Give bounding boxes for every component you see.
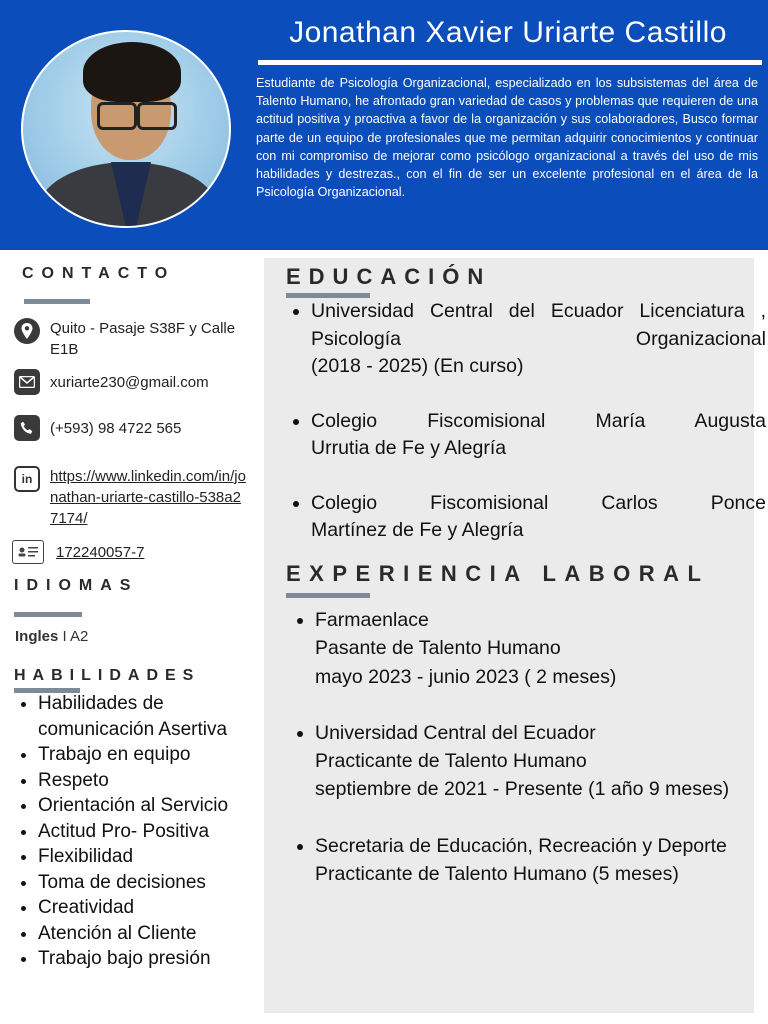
list-item: • Orientación al Servicio	[38, 793, 278, 819]
photo-glasses-left	[97, 102, 137, 130]
education-list	[290, 298, 766, 572]
list-item	[315, 606, 765, 691]
header-banner	[0, 0, 768, 250]
phone-icon	[14, 415, 40, 441]
experience-role: Pasante de Talento Humano	[315, 637, 561, 660]
education-title: EDUCACIÓN	[286, 264, 492, 289]
education-line: Colegio Fiscomisional Carlos Ponce	[311, 491, 766, 514]
experience-list	[294, 606, 765, 916]
photo-glasses-right	[137, 102, 177, 130]
contact-address: Quito - Pasaje S38F y Calle E1B	[50, 320, 236, 358]
contact-phone-row	[14, 415, 181, 441]
language-name: Ingles	[15, 628, 59, 645]
list-item: • Toma de decisiones	[38, 870, 278, 896]
profile-summary: Estudiante de Psicología Organizacional, especializado en los subsistemas del área de Talento Humano, he afrontado gran variedad de casos y problemas que requieren de una actitud positiva y proactiva a favor de la organización y sus colaboradores, Busco formar parte de un equipo de profesionales que me permitan adquirir conocimientos y continuar con mi compromiso de mejorar como psicólogo organizacional a través del uso de mis habilidades y destrezas., con el fin de ser un excelente profesional en el área de la Psicología Organizacional.	[256, 76, 758, 200]
education-line: Urrutia de Fe y Alegría	[311, 437, 507, 459]
list-item	[315, 719, 765, 804]
linkedin-url[interactable]: https://www.linkedin.com/in/jonathan-uriarte-castillo-538a27174/	[50, 468, 246, 527]
experience-role: Practicante de Talento Humano	[315, 750, 587, 773]
experience-company: • Secretaria de Educación, Recreación y Deporte	[315, 834, 727, 857]
skills-title: HABILIDADES	[14, 667, 201, 684]
contact-id-number[interactable]	[56, 542, 144, 563]
experience-company: • Farmaenlace	[315, 609, 429, 631]
contact-address-row	[14, 318, 240, 360]
list-item: • Atención al Cliente	[38, 921, 278, 947]
profile-photo	[21, 30, 231, 228]
list-item	[311, 298, 766, 381]
contact-linkedin-link[interactable]	[50, 466, 248, 529]
experience-title: EXPERIENCIA LABORAL	[286, 561, 710, 586]
list-item: • Creatividad	[38, 895, 278, 921]
list-item: • Trabajo en equipo	[38, 742, 278, 768]
linkedin-icon: in	[14, 466, 40, 492]
list-item: • Habilidades de comunicación Asertiva	[38, 691, 278, 742]
language-level: I A2	[62, 628, 89, 645]
contact-phone[interactable]: (+593) 98 4722 565	[50, 420, 182, 437]
language-item	[15, 628, 88, 645]
location-icon	[14, 318, 40, 344]
list-item	[311, 408, 766, 463]
list-item: • Trabajo bajo presión	[38, 946, 278, 972]
education-line: Martínez de Fe y Alegría	[311, 519, 524, 541]
education-line: Colegio Fiscomisional María Augusta	[311, 409, 766, 432]
experience-period: mayo 2023 - junio 2023 ( 2 meses)	[315, 665, 617, 688]
experience-role: Practicante de Talento Humano (5 meses)	[315, 863, 679, 886]
education-line: Universidad Central del Ecuador Licenciatura , Psicología Organizacional	[311, 300, 766, 350]
languages-rule	[14, 612, 82, 617]
list-item	[315, 832, 765, 889]
list-item	[311, 490, 766, 545]
education-line: (2018 - 2025) (En curso)	[311, 355, 524, 377]
contact-linkedin-row	[14, 466, 248, 529]
id-number-link[interactable]: 172240057-7	[56, 544, 145, 561]
experience-rule	[286, 593, 370, 598]
contact-title: CONTACTO	[22, 265, 176, 282]
contact-email[interactable]: xuriarte230@gmail.com	[50, 374, 209, 391]
contact-email-row	[14, 369, 209, 395]
contact-rule	[24, 299, 90, 304]
full-name: Jonathan Xavier Uriarte Castillo	[289, 16, 727, 49]
languages-title: IDIOMAS	[14, 577, 139, 594]
experience-company: • Universidad Central del Ecuador	[315, 721, 596, 744]
list-item: • Flexibilidad	[38, 844, 278, 870]
experience-period: septiembre de 2021 - Presente (1 año 9 meses)	[315, 778, 730, 801]
list-item: • Respeto	[38, 768, 278, 794]
photo-hair-shape	[83, 42, 181, 102]
skills-list	[18, 691, 278, 972]
list-item: • Actitud Pro- Positiva	[38, 819, 278, 845]
mail-icon	[14, 369, 40, 395]
name-underline	[258, 60, 762, 65]
id-card-icon	[12, 540, 44, 564]
contact-id-row	[12, 540, 144, 564]
